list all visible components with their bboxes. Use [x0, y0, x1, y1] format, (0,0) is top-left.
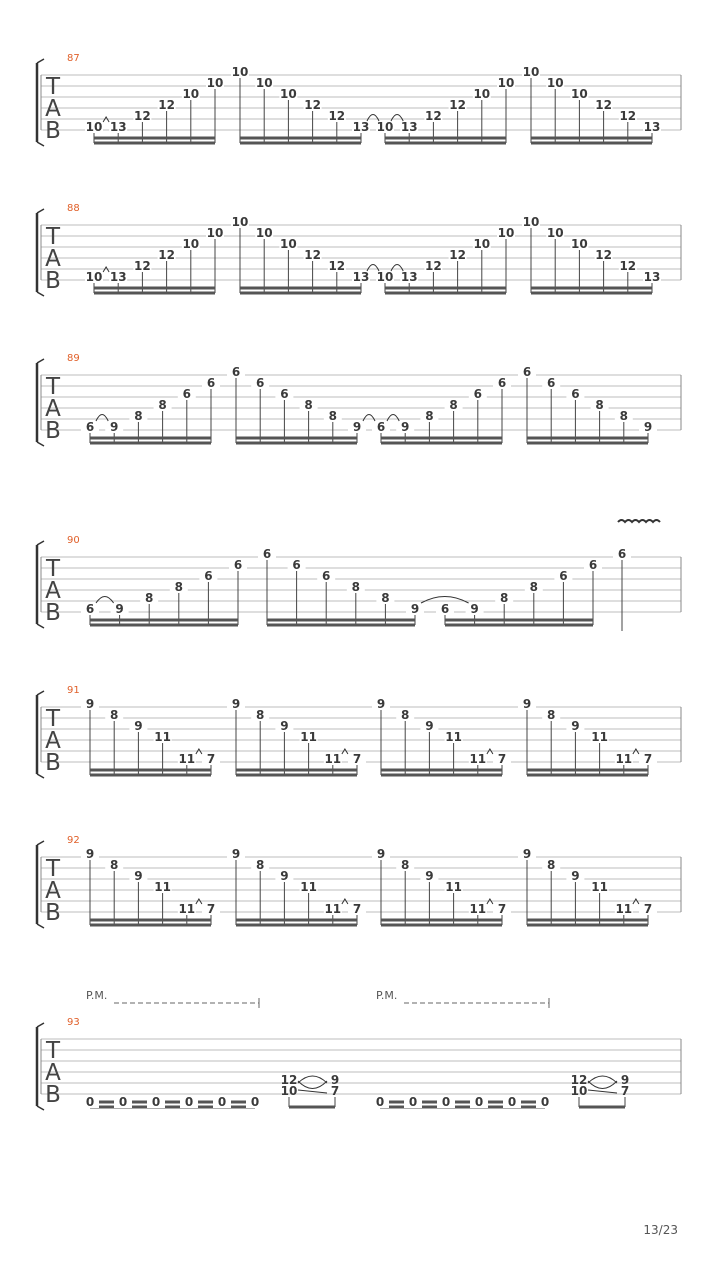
fret-number: 9	[85, 697, 95, 711]
staff-bracket-hook	[37, 841, 44, 845]
bar-number: 89	[67, 353, 80, 364]
tab-clef-letter: B	[45, 900, 61, 926]
fret-number: 0	[375, 1095, 385, 1109]
fret-number: 12	[328, 109, 346, 123]
fret-number: 8	[174, 580, 183, 594]
fret-number: 11	[469, 902, 487, 916]
fret-number: 0	[184, 1095, 194, 1109]
fret-number: 7	[352, 752, 362, 766]
staff-bracket-hook	[37, 924, 44, 928]
fret-number: 11	[615, 902, 633, 916]
fret-number: 9	[231, 847, 241, 861]
fret-number: 12	[425, 109, 442, 123]
fret-number: 6	[292, 558, 301, 572]
fret-number: 9	[571, 719, 580, 733]
fret-number: 11	[178, 902, 196, 916]
fret-number: 10	[376, 120, 394, 134]
fret-number: 12	[158, 98, 175, 112]
fret-number: 9	[280, 719, 289, 733]
fret-number: 8	[110, 708, 119, 722]
fret-number: 11	[615, 752, 633, 766]
fret-number: 10	[497, 76, 515, 90]
fret-number: 9	[410, 602, 420, 616]
fret-number: 8	[449, 398, 458, 412]
fret-number: 6	[473, 387, 482, 401]
palm-mute-label: P.M.	[376, 989, 398, 1002]
tab-clef-letter: B	[45, 268, 61, 294]
fret-number: 0	[507, 1095, 517, 1109]
fret-number: 12	[134, 259, 151, 273]
tab-clef-letter: T	[45, 74, 61, 100]
fret-number: 10	[522, 215, 540, 229]
bar-number: 92	[67, 835, 80, 846]
fret-number: 6	[256, 376, 265, 390]
fret-number: 6	[376, 420, 386, 434]
tab-clef-letter: A	[45, 1060, 61, 1086]
page-number: 13/23	[643, 1223, 678, 1237]
fret-number: 12	[425, 259, 442, 273]
fret-number: 8	[547, 858, 556, 872]
fret-number: 6	[571, 387, 580, 401]
fret-number: 9	[134, 869, 143, 883]
fret-number: 9	[376, 697, 386, 711]
fret-number: 9	[425, 719, 434, 733]
fret-number: 12	[595, 98, 612, 112]
fret-number: 6	[280, 387, 289, 401]
fret-number: 13	[352, 270, 370, 284]
staff-bracket-hook	[37, 442, 44, 446]
fret-number: 12	[328, 259, 346, 273]
fret-number: 6	[262, 547, 272, 561]
fret-number: 7	[206, 752, 216, 766]
fret-number: 12	[304, 248, 321, 262]
fret-number: 8	[256, 858, 265, 872]
fret-number: 7	[643, 902, 653, 916]
staff-bracket-hook	[37, 691, 44, 695]
fret-number: 8	[256, 708, 265, 722]
fret-number: 10	[571, 237, 588, 251]
fret-number: 6	[85, 602, 95, 616]
fret-number: 0	[85, 1095, 95, 1109]
fret-number: 9	[620, 1073, 630, 1087]
fret-number: 11	[154, 880, 171, 894]
fret-number: 10	[280, 237, 297, 251]
tab-clef-letter: T	[45, 1038, 61, 1064]
fret-number: 8	[158, 398, 167, 412]
fret-number: 7	[643, 752, 653, 766]
fret-number: 12	[619, 259, 637, 273]
fret-number: 10	[85, 120, 103, 134]
fret-number: 6	[547, 376, 556, 390]
slur-arc	[96, 597, 114, 604]
fret-number: 10	[182, 237, 200, 251]
slur-arc	[387, 415, 399, 422]
staff-bracket-hook	[37, 142, 44, 146]
staff-bracket-hook	[37, 209, 44, 213]
fret-number: 9	[85, 847, 95, 861]
slide-mark	[588, 1090, 617, 1093]
slide-mark	[298, 1076, 327, 1083]
fret-number: 8	[134, 409, 143, 423]
fret-number: 12	[619, 109, 637, 123]
fret-number: 10	[546, 226, 564, 240]
tab-clef-letter: A	[45, 878, 61, 904]
fret-number: 12	[158, 248, 175, 262]
fret-number: 11	[445, 880, 462, 894]
fret-number: 10	[571, 87, 588, 101]
slide-mark	[298, 1090, 327, 1093]
staff-bracket-hook	[37, 292, 44, 296]
fret-number: 10	[473, 237, 491, 251]
bar-number: 91	[67, 685, 80, 696]
fret-number: 10	[473, 87, 491, 101]
fret-number: 8	[401, 708, 410, 722]
fret-number: 13	[109, 120, 127, 134]
staff-bracket-hook	[37, 1106, 44, 1110]
fret-number: 11	[324, 752, 342, 766]
fret-number: 10	[497, 226, 515, 240]
fret-number: 0	[474, 1095, 484, 1109]
tab-clef-letter: B	[45, 600, 61, 626]
bar-number: 90	[67, 535, 80, 546]
tab-clef-letter: T	[45, 224, 61, 250]
slide-mark	[588, 1081, 617, 1089]
fret-number: 6	[204, 569, 213, 583]
fret-number: 8	[351, 580, 360, 594]
fret-number: 6	[617, 547, 627, 561]
tab-clef-letter: A	[45, 96, 61, 122]
fret-number: 6	[322, 569, 331, 583]
staff-bracket-hook	[37, 359, 44, 363]
fret-number: 10	[376, 270, 394, 284]
fret-number: 13	[643, 270, 661, 284]
fret-number: 8	[500, 591, 509, 605]
staff-bracket-hook	[37, 624, 44, 628]
fret-number: 9	[352, 420, 362, 434]
tab-clef-letter: T	[45, 706, 61, 732]
tab-clef-letter: B	[45, 1082, 61, 1108]
fret-number: 6	[85, 420, 95, 434]
staff-bracket-hook	[37, 541, 44, 545]
slur-arc	[363, 415, 375, 422]
fret-number: 13	[400, 270, 418, 284]
fret-number: 8	[547, 708, 556, 722]
fret-number: 9	[115, 602, 124, 616]
fret-number: 8	[529, 580, 538, 594]
tab-clef-letter: A	[45, 396, 61, 422]
tab-clef-letter: B	[45, 118, 61, 144]
fret-number: 12	[304, 98, 321, 112]
fret-number: 10	[570, 1084, 588, 1098]
fret-number: 10	[85, 270, 103, 284]
fret-number: 8	[110, 858, 119, 872]
staff-bracket-hook	[37, 774, 44, 778]
fret-number: 9	[522, 847, 532, 861]
fret-number: 6	[588, 558, 598, 572]
fret-number: 9	[401, 420, 410, 434]
fret-number: 10	[231, 65, 249, 79]
fret-number: 8	[425, 409, 434, 423]
fret-number: 10	[280, 87, 297, 101]
fret-number: 11	[300, 880, 317, 894]
staff-bracket-hook	[37, 1023, 44, 1027]
fret-number: 6	[182, 387, 191, 401]
fret-number: 9	[376, 847, 386, 861]
tab-clef-letter: B	[45, 418, 61, 444]
palm-mute-label: P.M.	[86, 989, 108, 1002]
staff-bracket-hook	[37, 59, 44, 63]
fret-number: 8	[619, 409, 628, 423]
fret-number: 12	[570, 1073, 588, 1087]
slide-mark	[298, 1081, 327, 1089]
tab-clef-letter: T	[45, 374, 61, 400]
fret-number: 9	[110, 420, 119, 434]
fret-number: 7	[620, 1084, 630, 1098]
tab-clef-letter: A	[45, 578, 61, 604]
fret-number: 7	[206, 902, 216, 916]
bar-number: 93	[67, 1017, 80, 1028]
fret-number: 13	[643, 120, 661, 134]
fret-number: 8	[595, 398, 604, 412]
fret-number: 6	[440, 602, 450, 616]
fret-number: 10	[255, 76, 273, 90]
fret-number: 0	[217, 1095, 227, 1109]
fret-number: 10	[231, 215, 249, 229]
fret-number: 7	[330, 1084, 340, 1098]
fret-number: 8	[145, 591, 154, 605]
fret-number: 0	[540, 1095, 550, 1109]
fret-number: 6	[231, 365, 241, 379]
fret-number: 8	[328, 409, 337, 423]
fret-number: 8	[401, 858, 410, 872]
vibrato-mark	[618, 520, 660, 522]
fret-number: 13	[109, 270, 127, 284]
fret-number: 11	[300, 730, 317, 744]
fret-number: 6	[233, 558, 243, 572]
fret-number: 0	[250, 1095, 260, 1109]
fret-number: 9	[571, 869, 580, 883]
bar-number: 87	[67, 53, 80, 64]
fret-number: 8	[304, 398, 313, 412]
fret-number: 11	[324, 902, 342, 916]
fret-number: 12	[595, 248, 612, 262]
fret-number: 0	[441, 1095, 451, 1109]
fret-number: 12	[449, 248, 466, 262]
slide-mark	[588, 1076, 617, 1083]
tab-clef-letter: A	[45, 728, 61, 754]
fret-number: 9	[231, 697, 241, 711]
fret-number: 10	[522, 65, 540, 79]
fret-number: 11	[178, 752, 196, 766]
fret-number: 10	[255, 226, 273, 240]
fret-number: 0	[408, 1095, 418, 1109]
fret-number: 13	[352, 120, 370, 134]
fret-number: 12	[134, 109, 151, 123]
fret-number: 8	[381, 591, 390, 605]
fret-number: 10	[206, 76, 224, 90]
fret-number: 6	[497, 376, 507, 390]
fret-number: 7	[497, 902, 507, 916]
fret-number: 0	[151, 1095, 161, 1109]
fret-number: 6	[522, 365, 532, 379]
fret-number: 11	[591, 730, 608, 744]
fret-number: 11	[591, 880, 608, 894]
fret-number: 9	[330, 1073, 340, 1087]
fret-number: 11	[445, 730, 462, 744]
fret-number: 10	[206, 226, 224, 240]
fret-number: 12	[449, 98, 466, 112]
fret-number: 11	[469, 752, 487, 766]
fret-number: 9	[134, 719, 143, 733]
fret-number: 11	[154, 730, 171, 744]
fret-number: 7	[497, 752, 507, 766]
fret-number: 9	[425, 869, 434, 883]
fret-number: 12	[280, 1073, 298, 1087]
bar-number: 88	[67, 203, 80, 214]
fret-number: 9	[470, 602, 479, 616]
tab-clef-letter: T	[45, 556, 61, 582]
fret-number: 0	[118, 1095, 128, 1109]
tab-clef-letter: A	[45, 246, 61, 272]
fret-number: 10	[280, 1084, 298, 1098]
fret-number: 9	[643, 420, 653, 434]
tab-clef-letter: B	[45, 750, 61, 776]
fret-number: 7	[352, 902, 362, 916]
fret-number: 13	[400, 120, 418, 134]
fret-number: 9	[280, 869, 289, 883]
fret-number: 10	[182, 87, 200, 101]
fret-number: 6	[206, 376, 216, 390]
fret-number: 10	[546, 76, 564, 90]
slur-arc	[96, 415, 108, 422]
tab-clef-letter: T	[45, 856, 61, 882]
fret-number: 6	[559, 569, 568, 583]
fret-number: 9	[522, 697, 532, 711]
